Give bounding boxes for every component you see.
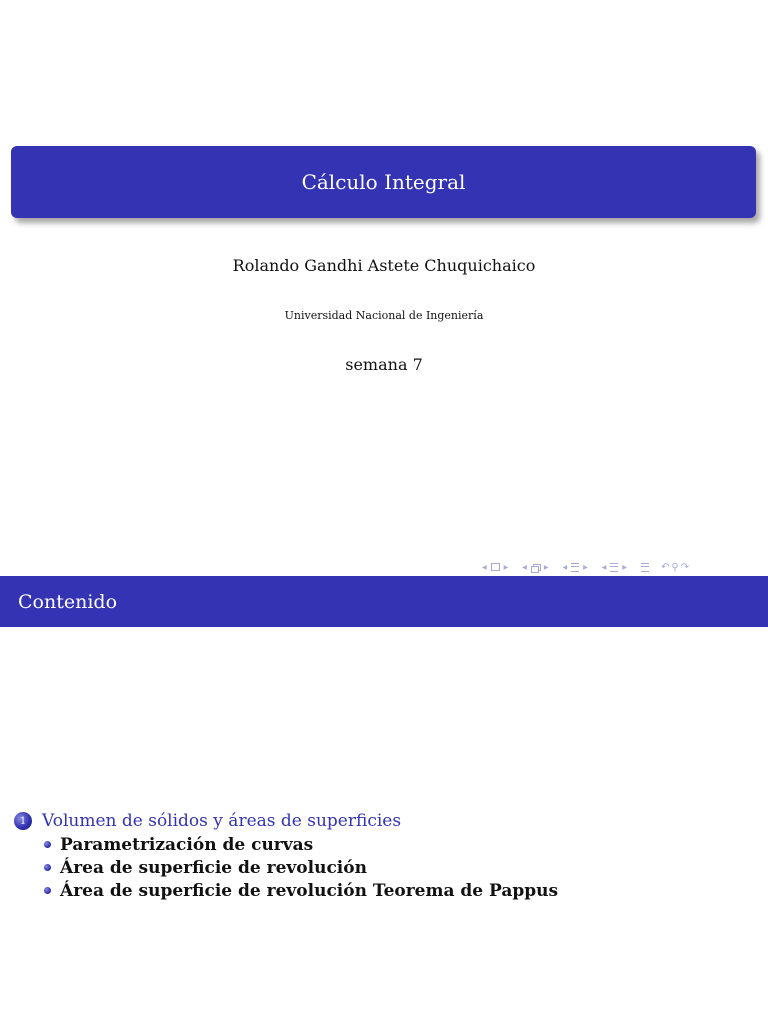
bullet-icon (44, 864, 51, 871)
contents-slide (0, 576, 768, 1024)
nav-next-part-icon[interactable]: ▶ (622, 563, 627, 571)
bullet-icon (44, 841, 51, 848)
nav-next-frame-icon[interactable]: ▶ (503, 563, 509, 571)
frametitle-bar (0, 576, 768, 627)
section-number-ball-icon: 1 (14, 812, 32, 830)
nav-document-icon[interactable] (641, 563, 649, 572)
nav-part-group[interactable] (600, 563, 629, 572)
title-box (11, 146, 756, 218)
table-of-contents (14, 809, 754, 902)
nav-part-icon[interactable] (610, 563, 618, 572)
toc-section[interactable] (14, 809, 754, 833)
nav-subsection-icon[interactable] (531, 564, 540, 571)
bullet-icon (44, 887, 51, 894)
toc-subsection[interactable] (14, 879, 754, 902)
frametitle: Contenido (18, 590, 118, 613)
nav-frame-group[interactable] (480, 563, 510, 571)
presentation-title: Cálculo Integral (301, 170, 466, 194)
nav-section-icon[interactable] (571, 563, 579, 572)
nav-document-group[interactable] (639, 563, 651, 572)
nav-forward-icon[interactable]: ↷ (680, 561, 690, 573)
nav-frame-icon[interactable] (491, 563, 500, 571)
nav-next-subsection-icon[interactable]: ▶ (543, 563, 549, 571)
toc-subsection-title[interactable]: Área de superficie de revolución (60, 857, 367, 878)
nav-prev-part-icon[interactable]: ◀ (601, 563, 607, 571)
author-name: Rolando Gandhi Astete Chuquichaico (232, 256, 536, 275)
navigation-bar (480, 560, 689, 574)
nav-section-group[interactable] (561, 563, 590, 572)
nav-next-section-icon[interactable]: ▶ (583, 563, 588, 571)
slide-date: semana 7 (345, 355, 423, 374)
nav-search-icon[interactable]: ⚲ (671, 561, 679, 573)
toc-subsection-title[interactable]: Área de superficie de revolución Teorema de Pappus (60, 880, 559, 901)
nav-prev-subsection-icon[interactable]: ◀ (522, 563, 527, 571)
nav-subsection-group[interactable] (520, 564, 550, 571)
nav-back-icon[interactable]: ↶ (661, 561, 670, 573)
nav-prev-section-icon[interactable]: ◀ (562, 563, 568, 571)
institute-name: Universidad Nacional de Ingeniería (284, 309, 484, 322)
nav-misc-group (661, 562, 689, 573)
toc-subsection-title[interactable]: Parametrización de curvas (60, 834, 314, 855)
toc-subsection[interactable] (14, 856, 754, 879)
nav-prev-frame-icon[interactable]: ◀ (482, 563, 487, 571)
toc-section-title[interactable]: Volumen de sólidos y áreas de superficies (42, 811, 402, 831)
toc-subsection[interactable] (14, 833, 754, 856)
